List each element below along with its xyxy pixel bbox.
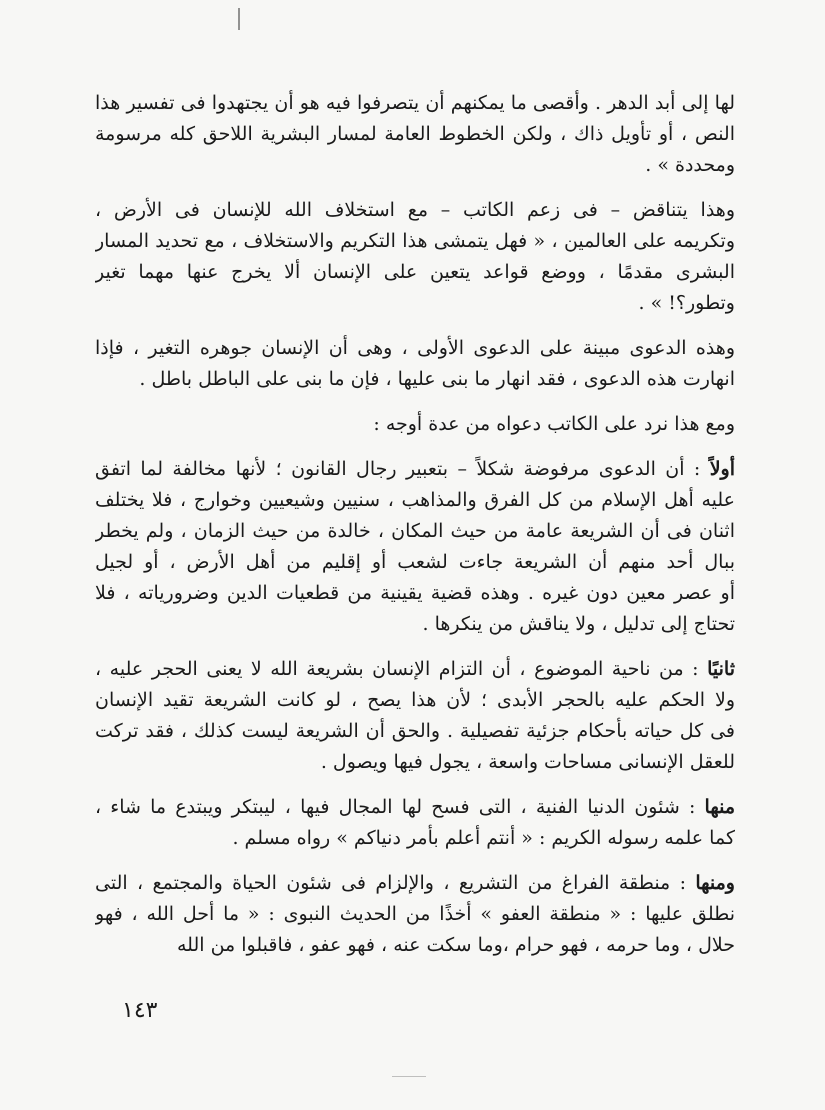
text-line — [95, 226, 735, 257]
paragraph — [95, 454, 735, 640]
line-text: وهذا يتناقض – فى زعم الكاتب – مع استخلاف الله للإنسان فى الأرض ، — [95, 199, 735, 221]
line-text: وتطور؟! » . — [638, 292, 735, 314]
text-line — [95, 547, 735, 578]
text-line — [95, 195, 735, 226]
line-text: ولا الحكم عليه بالحجر الأبدى ؛ لأن هذا يصح ، لو كانت الشريعة تقيد الإنسان — [95, 689, 735, 711]
line-text: اثنان فى أن الشريعة عامة من حيث المكان ، خالدة من حيث الزمان ، ولم يخطر — [95, 520, 735, 542]
text-line — [95, 792, 735, 823]
text-line — [95, 747, 735, 778]
text-line — [95, 609, 735, 640]
text-line — [95, 685, 735, 716]
line-text: عليه أهل الإسلام من كل الفرق والمذاهب ، سنيين وشيعيين وخوارج ، فلا يختلف — [95, 489, 735, 511]
line-text: للعقل الإنسانى مساحات واسعة ، يجول فيها ويصول . — [320, 751, 735, 773]
text-line — [95, 654, 735, 685]
text-line — [95, 333, 735, 364]
body-text — [95, 88, 735, 975]
text-line — [95, 257, 735, 288]
paragraph — [95, 792, 735, 854]
line-text: انهارت هذه الدعوى ، فقد انهار ما بنى عليها ، فإن ما بنى على الباطل باطل . — [139, 368, 735, 390]
paragraph-lead: منها — [704, 796, 735, 818]
text-line — [95, 88, 735, 119]
text-line — [95, 899, 735, 930]
line-text: أو عصر معين دون غيره . وهذه قضية يقينية من قطعيات الدين وضرورياته ، فلا — [95, 582, 735, 604]
page-number: ١٤٣ — [122, 998, 158, 1023]
scan-mark-top — [238, 8, 240, 30]
paragraph — [95, 333, 735, 395]
text-line — [95, 454, 735, 485]
line-text: ببال أحد منهم أن الشريعة جاءت لشعب أو إقليم من أهل الأرض ، أو لجيل — [95, 551, 735, 573]
paragraph-lead: أولاً — [709, 458, 735, 480]
paragraph-lead: ثانيًا — [707, 658, 735, 680]
paragraph — [95, 409, 735, 440]
line-text: النص ، أو تأويل ذاك ، ولكن الخطوط العامة لمسار البشرية اللاحق كله مرسومة — [95, 123, 735, 145]
paragraph — [95, 654, 735, 778]
line-text: تحتاج إلى تدليل ، ولا يناقش من ينكرها . — [422, 613, 735, 635]
line-text: حلال ، وما حرمه ، فهو حرام ،وما سكت عنه ، فهو عفو ، فاقبلوا من الله — [177, 934, 735, 956]
text-line — [95, 119, 735, 150]
text-line — [95, 288, 735, 319]
text-line — [95, 930, 735, 961]
line-text: لها إلى أبد الدهر . وأقصى ما يمكنهم أن يتصرفوا فيه هو أن يجتهدوا فى تفسير هذا — [95, 92, 735, 114]
line-text: كما علمه رسوله الكريم : « أنتم أعلم بأمر دنياكم » رواه مسلم . — [232, 827, 735, 849]
line-text: : من ناحية الموضوع ، أن التزام الإنسان بشريعة الله لا يعنى الحجر عليه ، — [95, 658, 699, 680]
paragraph-lead: ومنها — [695, 872, 735, 894]
text-line — [95, 823, 735, 854]
line-text: ومحددة » . — [645, 154, 735, 176]
paragraph — [95, 868, 735, 961]
line-text: وهذه الدعوى مبينة على الدعوى الأولى ، وهى أن الإنسان جوهره التغير ، فإذا — [95, 337, 735, 359]
line-text: البشرى مقدمًا ، ووضع قواعد يتعين على الإنسان ألا يخرج عنها مهما تغير — [95, 261, 735, 283]
line-text: فى كل حياته بأحكام جزئية تفصيلية . والحق أن الشريعة ليست كذلك ، فقد تركت — [95, 720, 735, 742]
line-text: : شئون الدنيا الفنية ، التى فسح لها المجال فيها ، ليبتكر ويبتدع ما شاء ، — [95, 796, 696, 818]
text-line — [95, 409, 735, 440]
text-line — [95, 150, 735, 181]
line-text: ومع هذا نرد على الكاتب دعواه من عدة أوجه : — [373, 413, 735, 435]
line-text: وتكريمه على العالمين ، « فهل يتمشى هذا التكريم والاستخلاف ، مع تحديد المسار — [95, 230, 735, 252]
text-line — [95, 516, 735, 547]
text-line — [95, 716, 735, 747]
line-text: نطلق عليها : « منطقة العفو » أخذًا من الحديث النبوى : « ما أحل الله ، فهو — [95, 903, 735, 925]
line-text: : منطقة الفراغ من التشريع ، والإلزام فى شئون الحياة والمجتمع ، التى — [95, 872, 686, 894]
scan-mark-bottom — [392, 1076, 426, 1077]
paragraph — [95, 88, 735, 181]
text-line — [95, 868, 735, 899]
text-line — [95, 485, 735, 516]
line-text: : أن الدعوى مرفوضة شكلاً – بتعبير رجال القانون ؛ لأنها مخالفة لما اتفق — [95, 458, 701, 480]
paragraph — [95, 195, 735, 319]
text-line — [95, 364, 735, 395]
text-line — [95, 578, 735, 609]
